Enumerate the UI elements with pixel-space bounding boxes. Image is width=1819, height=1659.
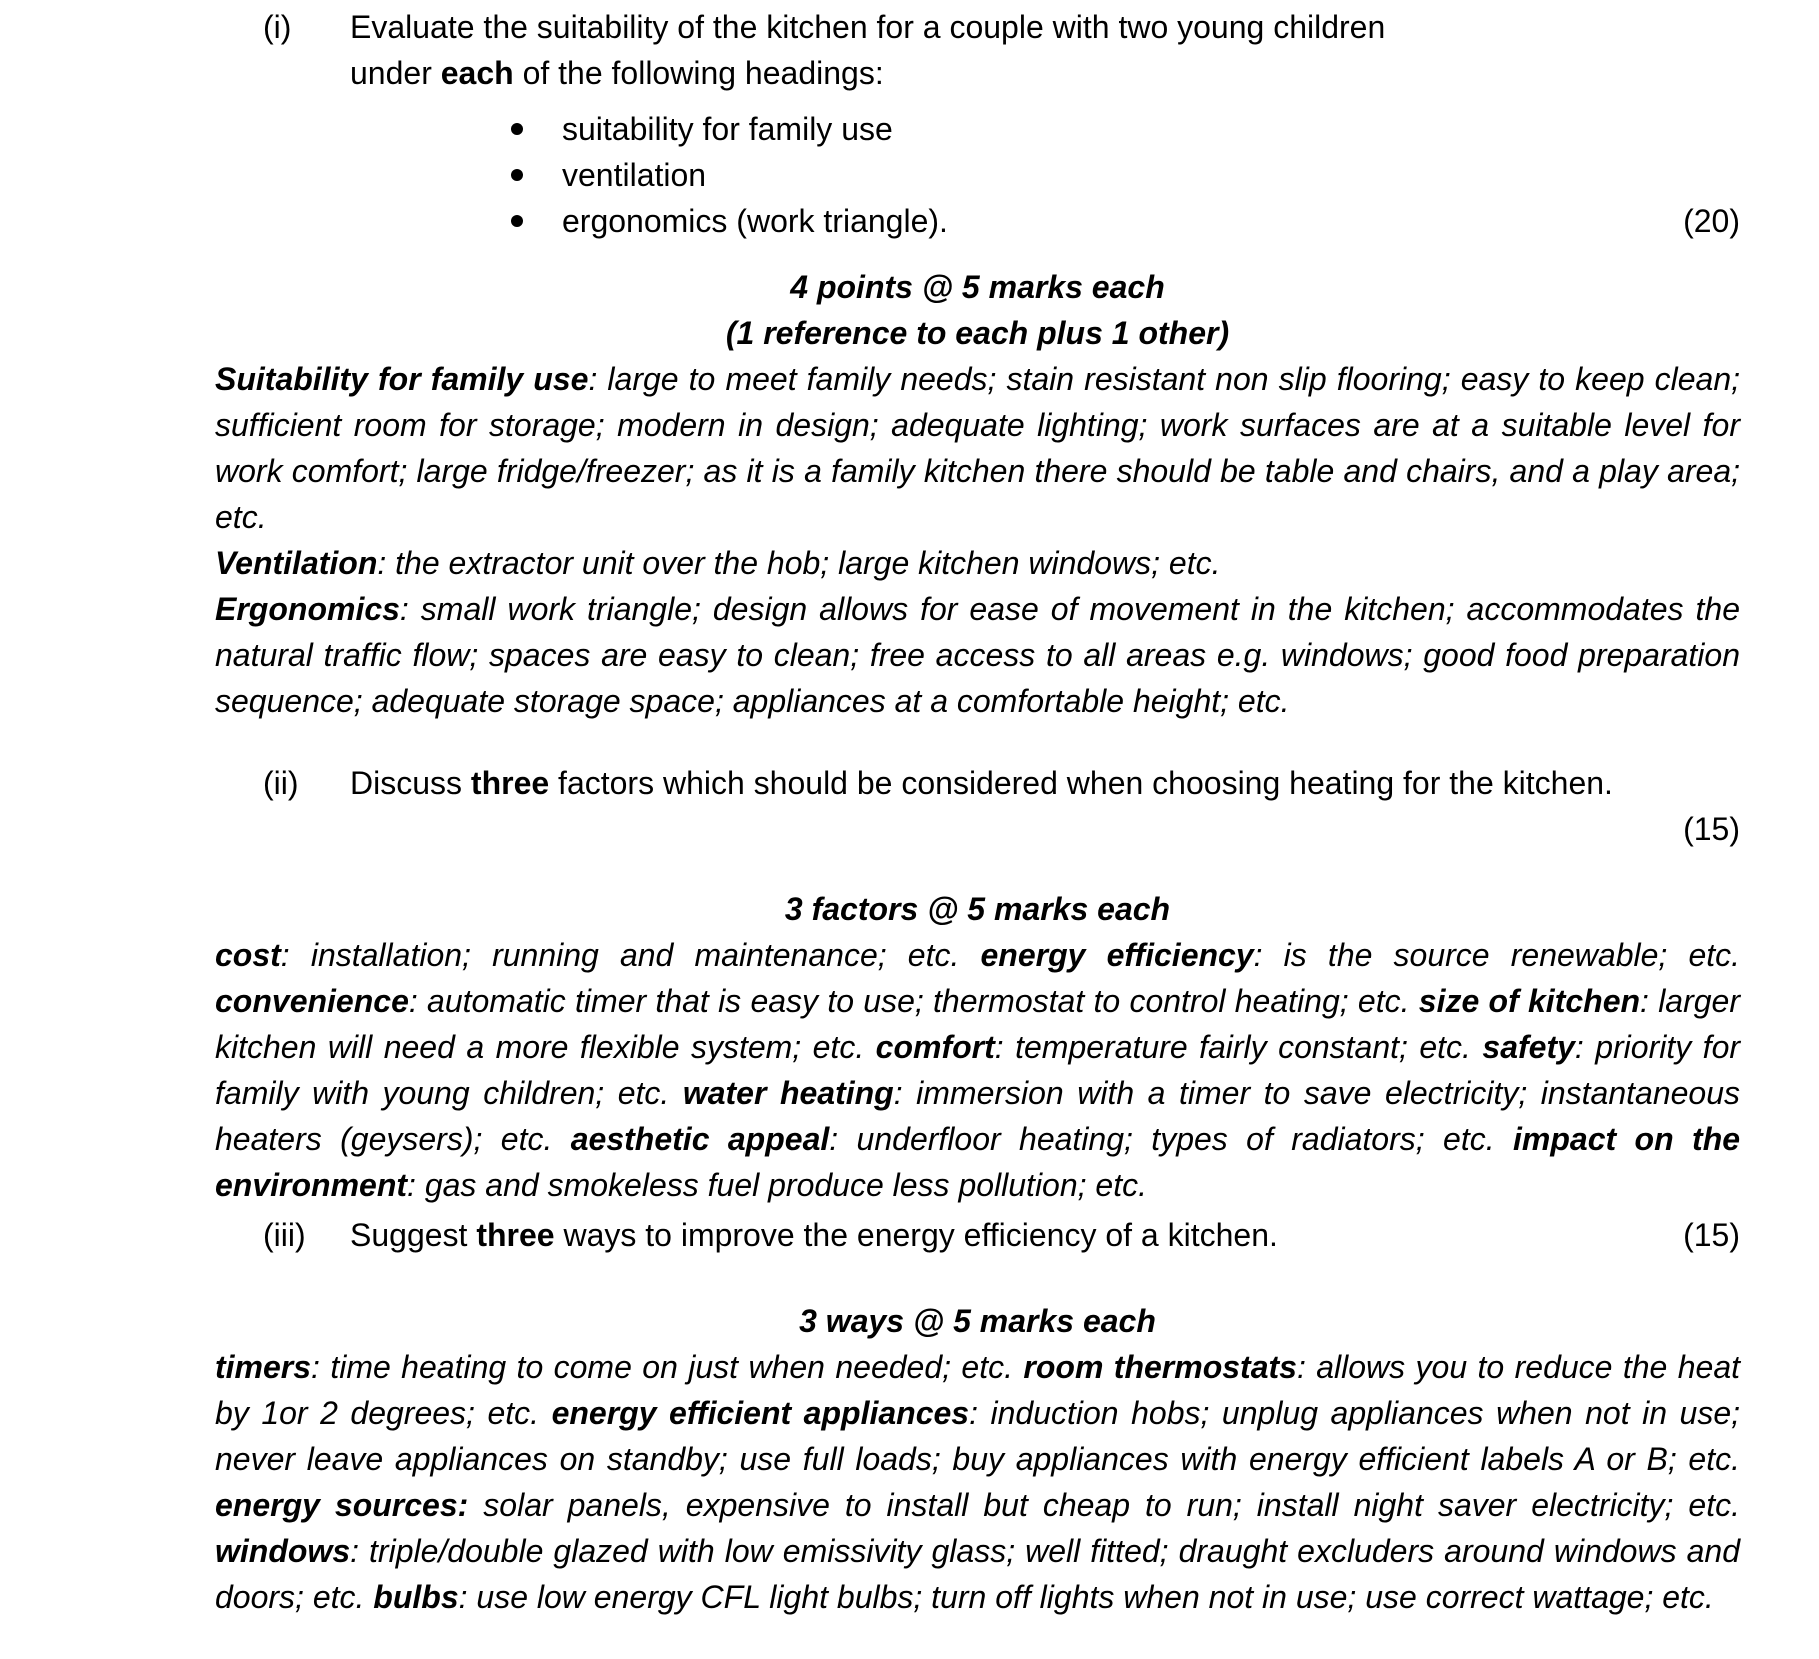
bullet-icon	[510, 106, 562, 152]
question-iii-row	[215, 1212, 1740, 1258]
answer-i-paragraph-suitability: Suitability for family use: large to meet family needs; stain resistant non slip flooring; easy to keep clean; sufficient room for storage; modern in design; adequate lighting; work surfaces are at a suitable level for work comfort; large fridge/freezer; as it is a family kitchen there should be table and chairs, and a play area; etc.	[215, 361, 1741, 535]
answer-ii-paragraph: cost: installation; running and maintenance; etc. energy efficiency: is the source renewable; etc. convenience: automatic timer that is easy to use; thermostat to control heating; etc. size of kitchen: larger kitchen will need a more flexible system; etc. comfort: temperature fairly constant; etc. safety: priority for family with young children; etc. water heating: immersion with a timer to save electricity; instantaneous heaters (geysers); etc. aesthetic appeal: underfloor heating; types of radiators; etc. impact on the environment: gas and smokeless fuel produce less pollution; etc.	[215, 937, 1741, 1203]
question-i	[215, 4, 1740, 244]
answer-ii-heading: 3 factors @ 5 marks each	[784, 891, 1171, 927]
question-i-row	[215, 4, 1740, 96]
bullet-icon	[510, 152, 562, 198]
bullet-label: ventilation	[562, 157, 707, 193]
question-i-line1: Evaluate the suitability of the kitchen for a couple with two young children	[350, 9, 1386, 45]
question-ii-text: Discuss three factors which should be considered when choosing heating for the kitchen.	[350, 765, 1613, 801]
question-iii-label: (iii)	[263, 1217, 306, 1253]
question-ii-marks: (15)	[1683, 811, 1740, 847]
bullet-icon	[510, 198, 562, 244]
answer-i-paragraph-ergonomics: Ergonomics: small work triangle; design allows for ease of movement in the kitchen; accommodates the natural traffic flow; spaces are easy to clean; free access to all areas e.g. windows; good food preparation sequence; adequate storage space; appliances at a comfortable height; etc.	[215, 591, 1740, 719]
question-i-line2: under each of the following headings:	[350, 55, 884, 91]
question-iii-marks: (15)	[1683, 1217, 1740, 1253]
answer-iii	[215, 1298, 1740, 1620]
bullet-item	[510, 152, 1740, 198]
answer-iii-heading: 3 ways @ 5 marks each	[799, 1303, 1156, 1339]
answer-i-paragraph-ventilation: Ventilation: the extractor unit over the hob; large kitchen windows; etc.	[215, 545, 1221, 581]
answer-i	[215, 264, 1740, 724]
bullet-item	[510, 198, 1740, 244]
answer-iii-paragraph: timers: time heating to come on just when needed; etc. room thermostats: allows you to reduce the heat by 1or 2 degrees; etc. energy efficient appliances: induction hobs; unplug appliances when not in use; never leave appliances on standby; use full loads; buy appliances with energy efficient labels A or B; etc. energy sources: solar panels, expensive to install but cheap to run; install night saver electricity; etc. windows: triple/double glazed with low emissivity glass; well fitted; draught excluders around windows and doors; etc. bulbs: use low energy CFL light bulbs; turn off lights when not in use; use correct wattage; etc.	[215, 1349, 1741, 1615]
question-ii-label: (ii)	[263, 765, 299, 801]
question-ii	[215, 760, 1740, 852]
answer-i-heading-line2: (1 reference to each plus 1 other)	[725, 315, 1230, 351]
question-i-text	[350, 4, 1740, 96]
question-ii-row	[215, 760, 1740, 806]
question-i-label: (i)	[263, 9, 292, 45]
question-i-bullet-list	[510, 106, 1740, 244]
question-iii-text: Suggest three ways to improve the energy efficiency of a kitchen.	[350, 1217, 1278, 1253]
answer-ii	[215, 886, 1740, 1208]
bullet-label: ergonomics (work triangle).	[562, 203, 948, 239]
question-iii	[215, 1212, 1740, 1258]
bullet-item	[510, 106, 1740, 152]
bullet-label: suitability for family use	[562, 111, 893, 147]
answer-i-heading-line1: 4 points @ 5 marks each	[790, 269, 1165, 305]
question-i-marks: (20)	[1683, 203, 1740, 239]
